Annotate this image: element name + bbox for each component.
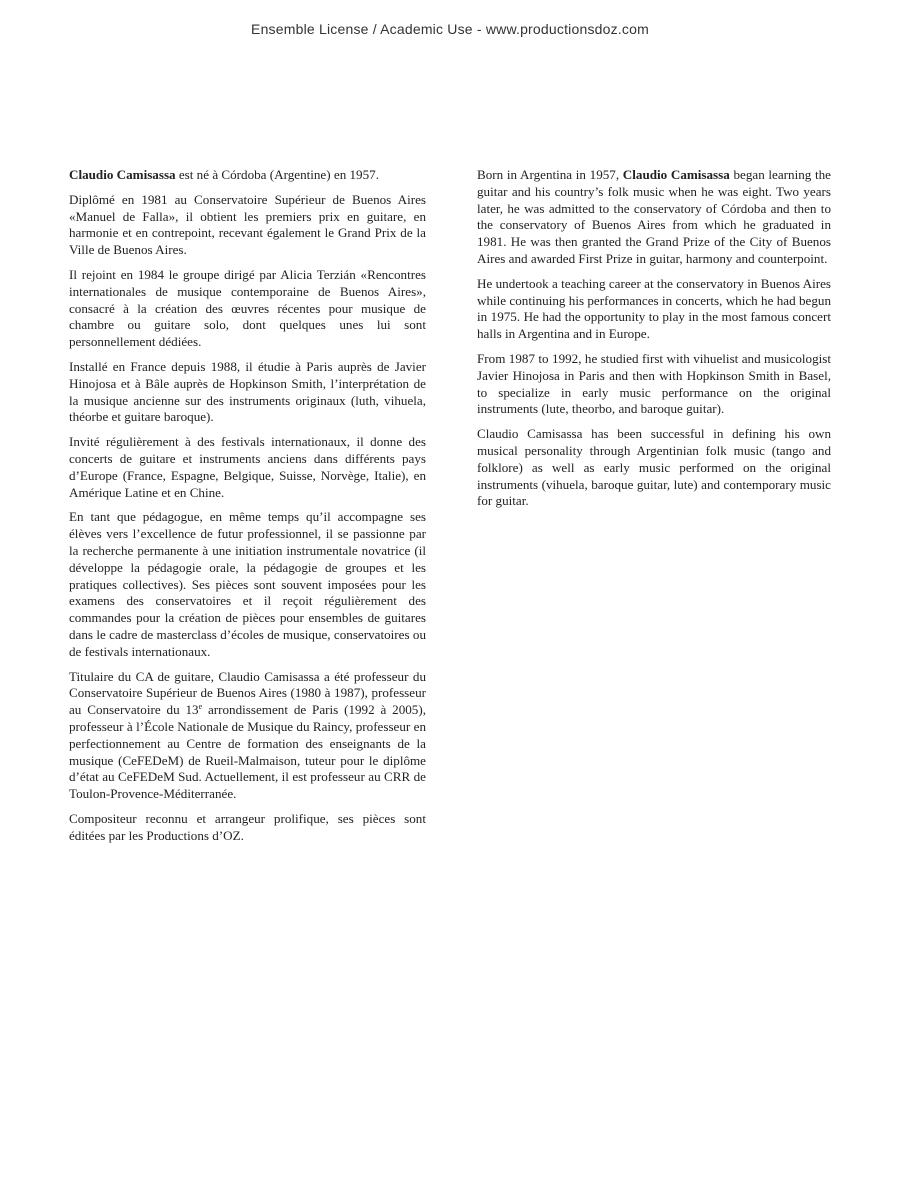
fr-paragraph-diploma: Diplômé en 1981 au Conservatoire Supérieur de Buenos Aires «Manuel de Falla», il obtient les premiers prix en guitare, en harmonie et en contrepoint, recevant également le Grand Prix de la Ville de Buenos Aires. <box>69 191 426 258</box>
fr-ordinal-superscript: e <box>198 702 203 712</box>
english-biography <box>477 167 831 518</box>
en-paragraph-studies: From 1987 to 1992, he studied first with vihuelist and musicologist Javier Hinojosa in Paris and then with Hopkinson Smith in Basel, to specialize in early music performance on the original instruments (lute, theorbo, and baroque guitar). <box>477 350 831 417</box>
en-paragraph-teaching: He undertook a teaching career at the conservatory in Buenos Aires while continuing his performances in concerts, which he had begun in 1975. He had the opportunity to play in the most famous concert halls in Argentina and in Europe. <box>477 275 831 342</box>
fr-career-text-start: Titulaire du CA de guitare, Claudio Camisassa a été professeur du Conservatoire Supérieur de Buenos Aires (1980 à 1987), professeur au Conservatoire du 13 <box>69 668 426 718</box>
fr-paragraph-terzian: Il rejoint en 1984 le groupe dirigé par Alicia Terzián «Rencontres internationales de musique contemporaine de Buenos Aires», consacré à la création des œuvres récentes pour musique de chambre ou guitare solo, dont quelques unes lui sont personnellement dédiées. <box>69 266 426 350</box>
fr-artist-name: Claudio Camisassa <box>69 167 176 182</box>
fr-paragraph-france: Installé en France depuis 1988, il étudie à Paris auprès de Javier Hinojosa et à Bâle auprès de Hopkinson Smith, l’interprétation de la musique ancienne sur des instruments originaux (luth, vihuela, théorbe et guitare baroque). <box>69 358 426 425</box>
license-header: Ensemble License / Academic Use - www.productionsdoz.com <box>251 21 649 37</box>
fr-career-text-end: arrondissement de Paris (1992 à 2005), professeur à l’École Nationale de Musique du Raincy, professeur en perfectionnement au Centre de formation des enseignants de la musique (CeFEDeM) de Rueil-Malmaison, tuteur pour le diplôme d’état au CeFEDeM Sud. Actuellement, il est professeur au CRR de Toulon-Provence-Méditerranée. <box>69 702 426 802</box>
fr-paragraph-pedagogy: En tant que pédagogue, en même temps qu’il accompagne ses élèves vers l’excellence de futur professionnel, il se passionne par la recherche permanente à une initiation instrumentale novatrice (il développe la pédagogie orale, la pédagogie de groupes et les pratiques collectives). Ses pièces sont souvent imposées pour les examens des conservatoires et il reçoit régulièrement des commandes pour la création de pièces pour ensembles de guitares dans le cadre de masterclass d’écoles de musique, conservatoires ou de festivals internationaux. <box>69 509 426 659</box>
french-biography <box>69 167 426 852</box>
en-birth-text-start: Born in Argentina in 1957, <box>477 167 623 182</box>
fr-birth-text: est né à Córdoba (Argentine) en 1957. <box>175 167 379 182</box>
en-paragraph-birth <box>477 167 831 268</box>
fr-paragraph-birth <box>69 167 426 184</box>
fr-paragraph-festivals: Invité régulièrement à des festivals internationaux, il donne des concerts de guitare et instruments anciens dans différents pays d’Europe (France, Espagne, Belgique, Suisse, Norvège, Italie), en Amérique Latine et en Chine. <box>69 434 426 500</box>
fr-paragraph-composer: Compositeur reconnu et arrangeur prolifique, ses pièces sont éditées par les Productions d’OZ. <box>69 810 426 843</box>
fr-paragraph-career <box>69 669 426 803</box>
en-birth-text-end: began learning the guitar and his country’s folk music when he was eight. Two years later, he was admitted to the conservatory of Córdoba and then to the conservatory of Buenos Aires from which he graduated in 1981. He was then granted the Grand Prize of the City of Buenos Aires and awarded First Prize in guitar, harmony and counterpoint. <box>477 167 831 266</box>
en-artist-name: Claudio Camisassa <box>622 167 730 182</box>
en-paragraph-personality: Claudio Camisassa has been successful in defining his own musical personality through Argentinian folk music (tango and folklore) as well as early music performed on the original instruments (vihuela, baroque guitar, lute) and contemporary music for guitar. <box>477 426 831 509</box>
